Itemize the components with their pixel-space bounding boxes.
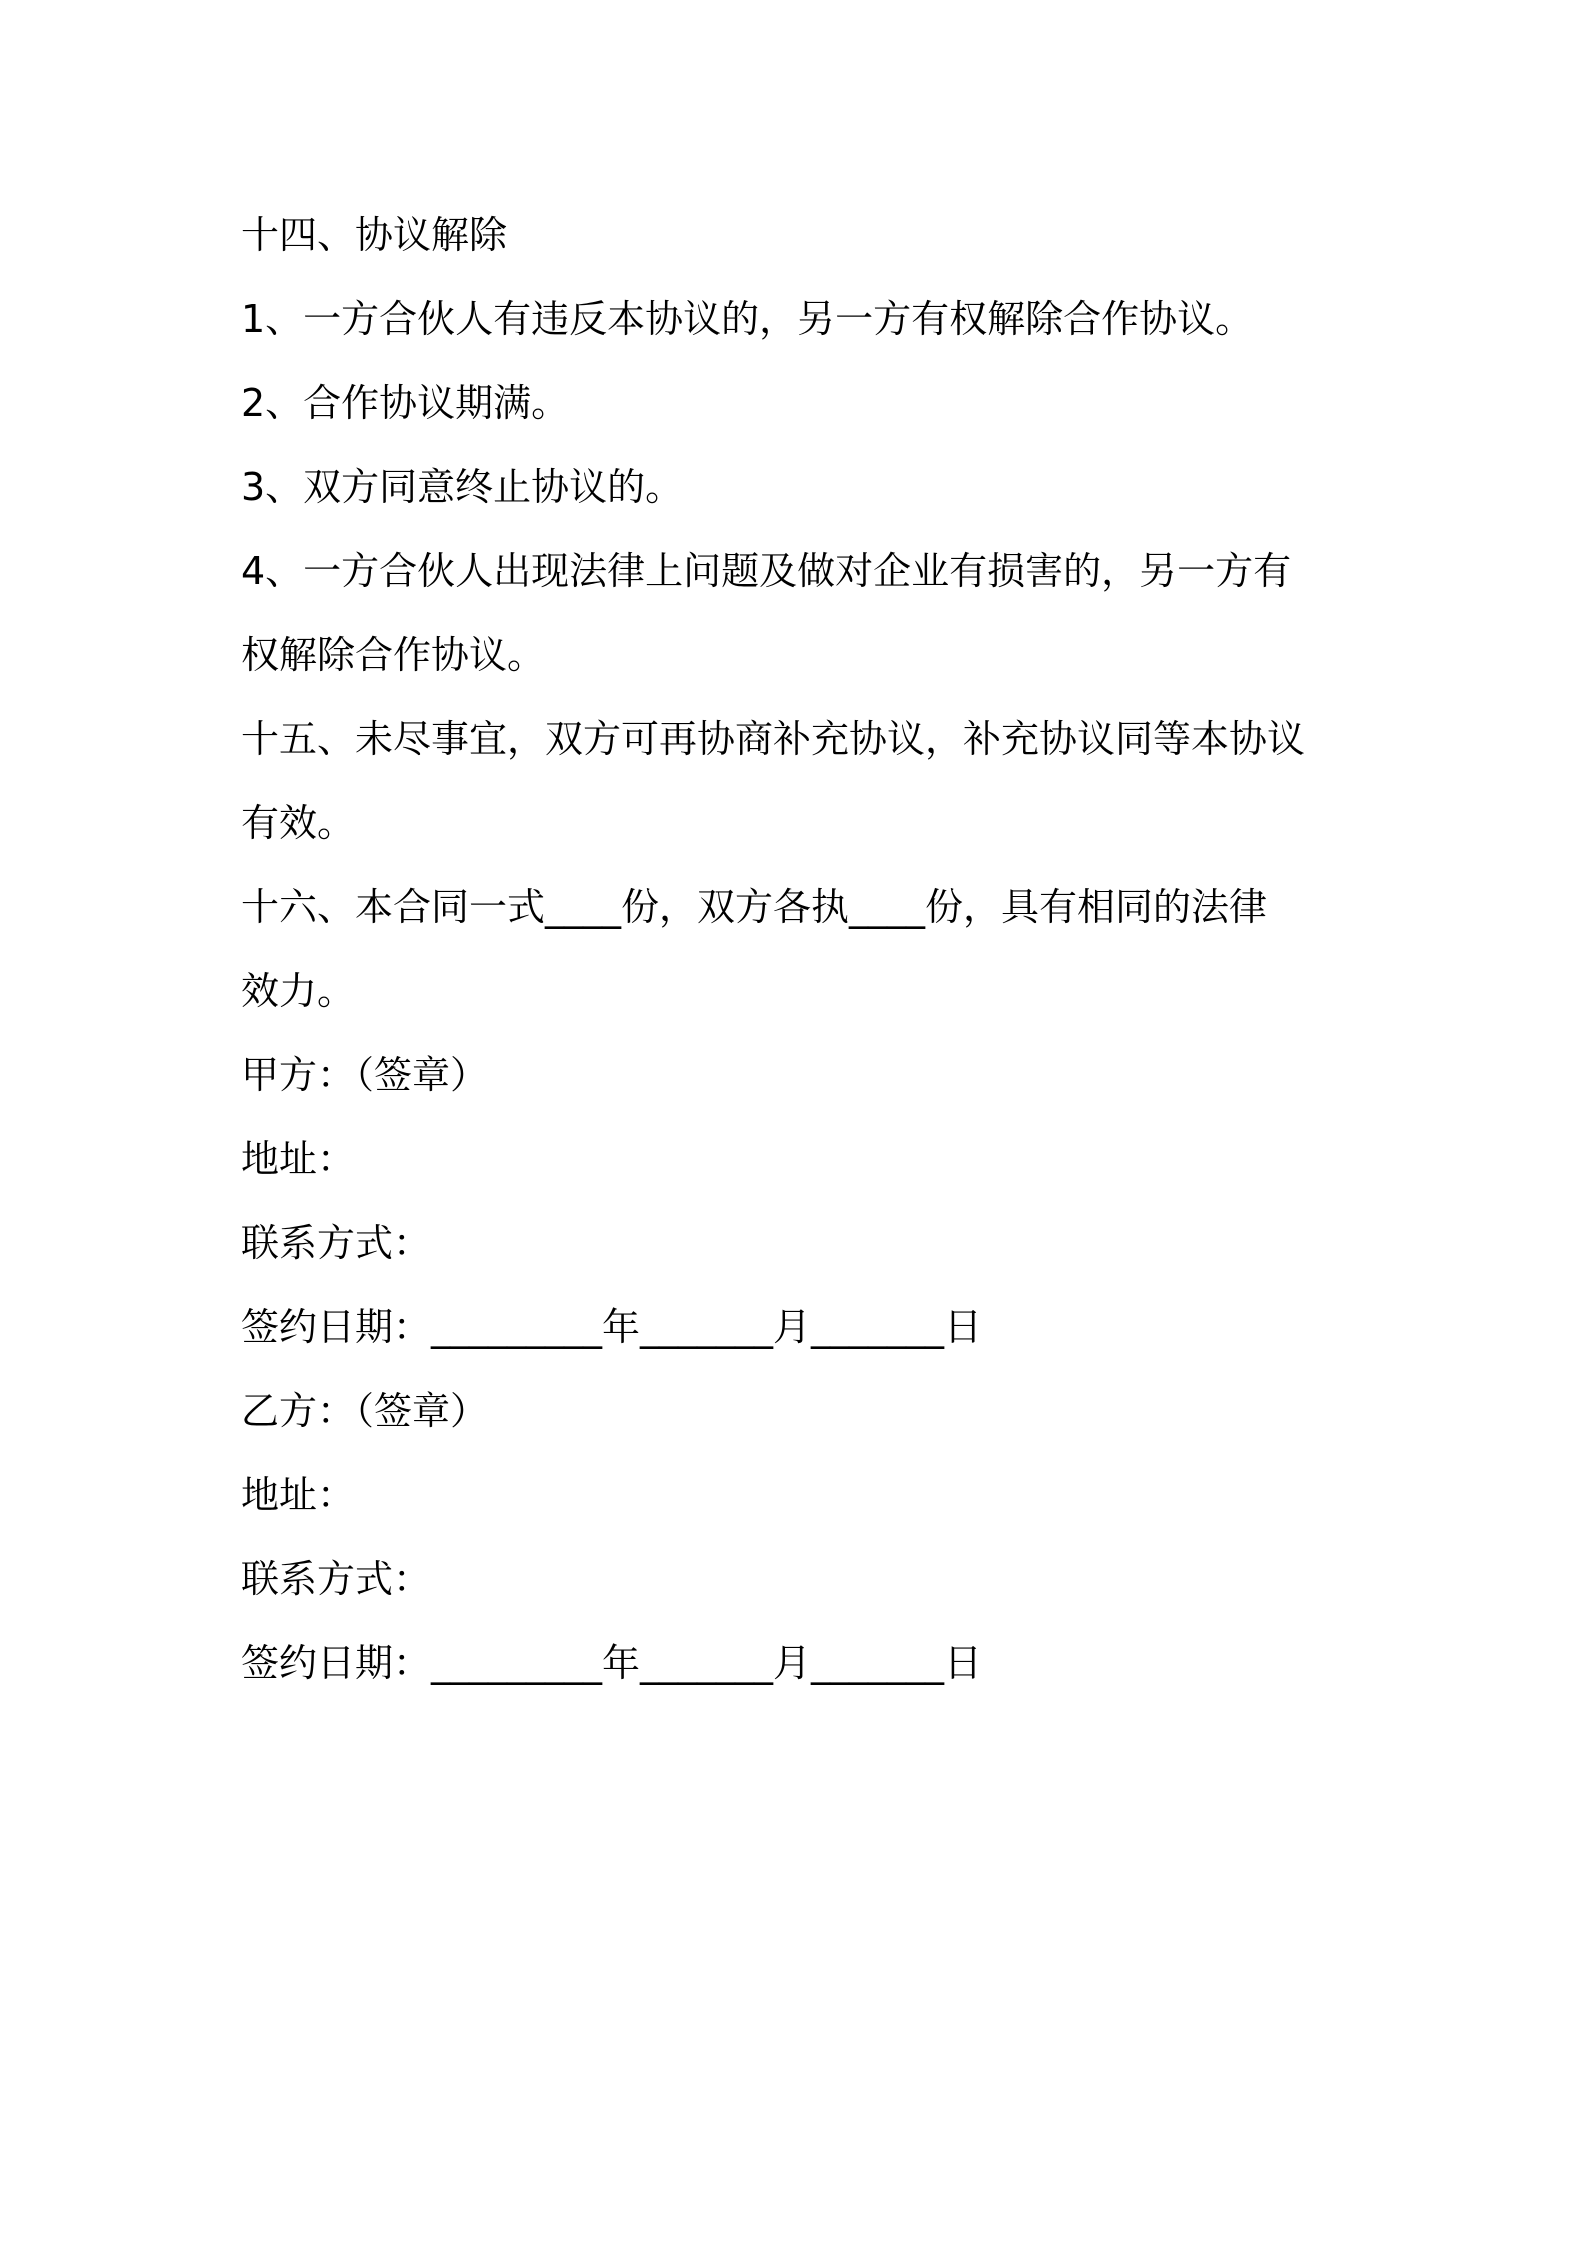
party-a-address: 地址： (241, 1137, 356, 1181)
party-b-contact: 联系方式： (241, 1557, 432, 1601)
section-14-item-1: 1、一方合伙人有违反本协议的，另一方有权解除合作协议。 (241, 297, 1254, 341)
party-b-label: 乙方：（签章） (241, 1389, 489, 1433)
party-a-sign-date: 签约日期：_________年_______月_______日 (241, 1305, 983, 1349)
party-a-contact: 联系方式： (241, 1221, 432, 1265)
section-16-line-2: 效力。 (241, 969, 356, 1013)
section-14-item-3: 3、双方同意终止协议的。 (241, 465, 684, 509)
section-14-item-2: 2、合作协议期满。 (241, 381, 570, 425)
document-page (241, 193, 1351, 1705)
party-a-label: 甲方：（签章） (241, 1053, 489, 1097)
section-15-line-1: 十五、未尽事宜，双方可再协商补充协议，补充协议同等本协议 (241, 717, 1306, 761)
section-14-heading: 十四、协议解除 (241, 213, 508, 257)
party-b-address: 地址： (241, 1473, 356, 1517)
section-14-item-4-line-2: 权解除合作协议。 (241, 633, 546, 677)
party-b-sign-date: 签约日期：_________年_______月_______日 (241, 1641, 983, 1685)
section-14-item-4-line-1: 4、一方合伙人出现法律上问题及做对企业有损害的，另一方有 (241, 549, 1292, 593)
section-15-line-2: 有效。 (241, 801, 356, 845)
section-16-line-1: 十六、本合同一式____份，双方各执____份，具有相同的法律 (241, 885, 1268, 929)
